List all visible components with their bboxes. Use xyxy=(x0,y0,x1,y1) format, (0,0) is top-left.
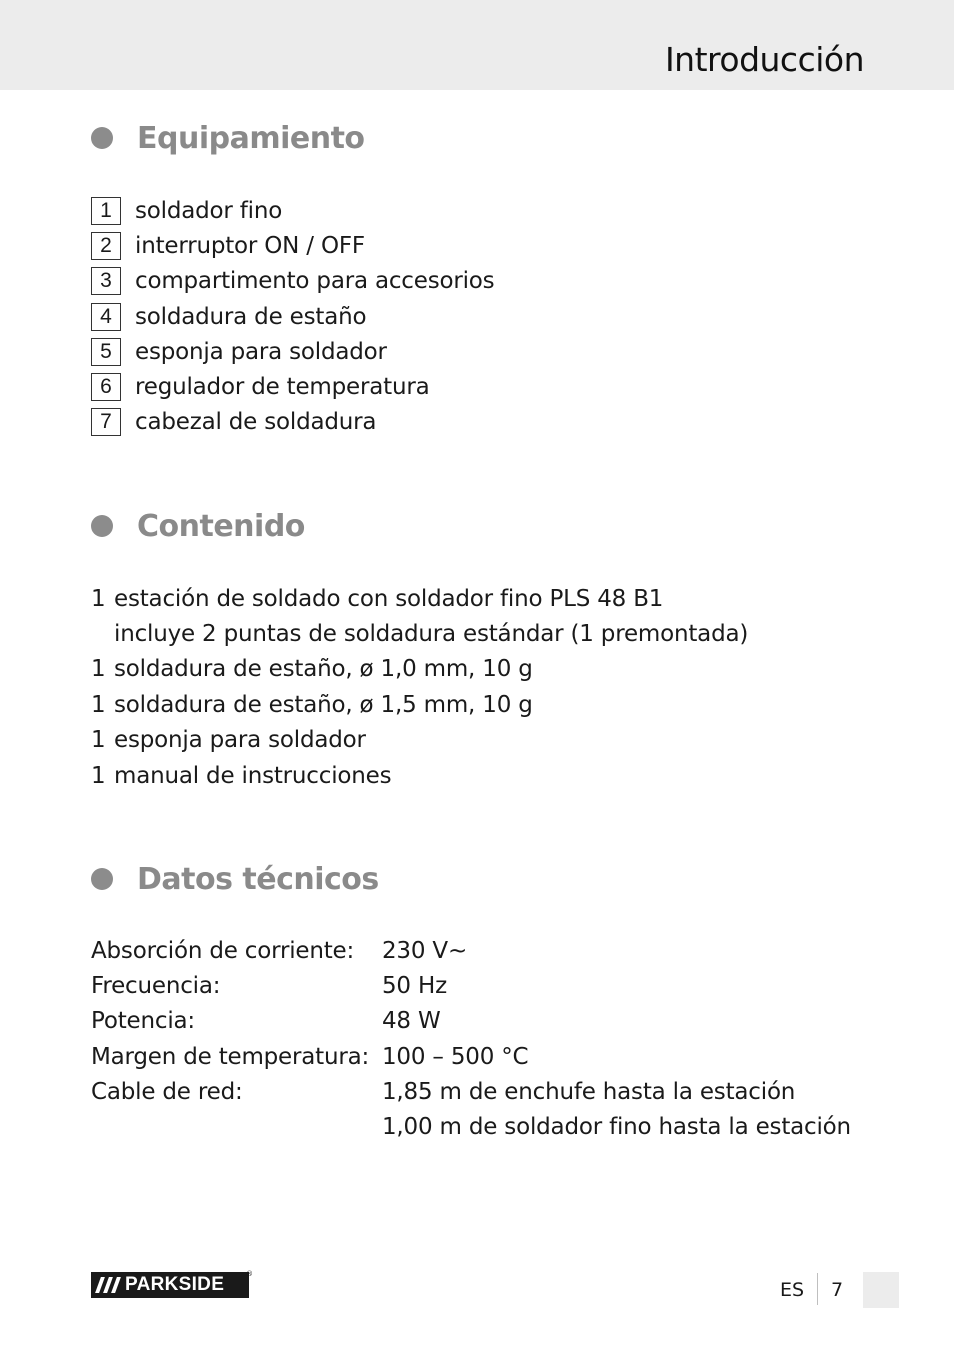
item-text: esponja para soldador xyxy=(114,727,366,754)
list-item xyxy=(91,758,748,793)
page-number: 7 xyxy=(831,1279,844,1301)
spec-row xyxy=(91,1004,851,1039)
item-label: compartimento para accesorios xyxy=(135,268,495,295)
item-number-box: 1 xyxy=(91,197,121,225)
list-item xyxy=(91,687,748,722)
item-quantity: 1 xyxy=(91,762,106,789)
spec-label: Margen de temperatura: xyxy=(91,1043,370,1070)
list-item xyxy=(91,264,494,299)
item-label: interruptor ON / OFF xyxy=(135,232,365,259)
item-number-box: 2 xyxy=(91,232,121,260)
spec-row xyxy=(91,1109,851,1144)
item-label: esponja para soldador xyxy=(135,338,387,365)
parkside-logo xyxy=(91,1272,249,1298)
list-item xyxy=(91,405,494,440)
spec-row xyxy=(91,933,851,968)
spec-row xyxy=(91,1074,851,1109)
spec-row xyxy=(91,968,851,1003)
item-quantity: 1 xyxy=(91,691,106,718)
page-tab-marker xyxy=(863,1272,899,1308)
equipment-list xyxy=(91,193,494,440)
item-quantity: 1 xyxy=(91,585,106,612)
list-item xyxy=(91,581,748,616)
section-title: Contenido xyxy=(137,508,305,544)
footer-divider xyxy=(817,1273,818,1305)
spec-value: 100 – 500 °C xyxy=(382,1043,529,1070)
logo-stripes-icon xyxy=(91,1272,125,1298)
spec-label: Frecuencia: xyxy=(91,972,221,999)
item-label: soldadura de estaño xyxy=(135,303,367,330)
list-item-continuation xyxy=(91,616,748,651)
spec-label: Absorción de corriente: xyxy=(91,937,355,964)
item-text: estación de soldado con soldador fino PLS 48 B1 xyxy=(114,585,664,612)
contents-list xyxy=(91,581,748,793)
registered-mark: ® xyxy=(246,1270,253,1278)
list-item xyxy=(91,299,494,334)
item-quantity: 1 xyxy=(91,727,106,754)
item-number-box: 4 xyxy=(91,303,121,331)
spec-value: 230 V~ xyxy=(382,937,468,964)
section-heading-contents xyxy=(91,506,305,546)
section-title: Datos técnicos xyxy=(137,861,379,897)
spec-value: 50 Hz xyxy=(382,972,447,999)
spec-value: 48 W xyxy=(382,1008,441,1035)
spec-label: Potencia: xyxy=(91,1008,195,1035)
item-text: soldadura de estaño, ø 1,5 mm, 10 g xyxy=(114,691,533,718)
spec-label: Cable de red: xyxy=(91,1078,243,1105)
spec-value: 1,00 m de soldador fino hasta la estación xyxy=(382,1114,851,1141)
item-text: soldadura de estaño, ø 1,0 mm, 10 g xyxy=(114,656,533,683)
item-number-box: 6 xyxy=(91,373,121,401)
item-text: incluye 2 puntas de soldadura estándar (1 premontada) xyxy=(114,621,749,648)
section-heading-specs xyxy=(91,859,379,899)
item-quantity: 1 xyxy=(91,656,106,683)
item-label: regulador de temperatura xyxy=(135,374,430,401)
list-item xyxy=(91,652,748,687)
specs-table xyxy=(91,933,851,1145)
item-number-box: 5 xyxy=(91,338,121,366)
page-title: Introducción xyxy=(664,40,864,79)
section-heading-equipment xyxy=(91,118,365,158)
item-text: manual de instrucciones xyxy=(114,762,392,789)
list-item xyxy=(91,723,748,758)
list-item xyxy=(91,334,494,369)
bullet-icon xyxy=(91,127,113,149)
item-label: soldador fino xyxy=(135,197,283,224)
list-item xyxy=(91,369,494,404)
item-number-box: 3 xyxy=(91,267,121,295)
list-item xyxy=(91,193,494,228)
item-label: cabezal de soldadura xyxy=(135,409,377,436)
item-number-box: 7 xyxy=(91,408,121,436)
spec-row xyxy=(91,1039,851,1074)
spec-value: 1,85 m de enchufe hasta la estación xyxy=(382,1078,796,1105)
section-title: Equipamiento xyxy=(137,120,365,156)
brand-name: PARKSIDE xyxy=(125,1274,225,1295)
bullet-icon xyxy=(91,515,113,537)
list-item xyxy=(91,228,494,263)
bullet-icon xyxy=(91,868,113,890)
language-code: ES xyxy=(780,1279,805,1301)
